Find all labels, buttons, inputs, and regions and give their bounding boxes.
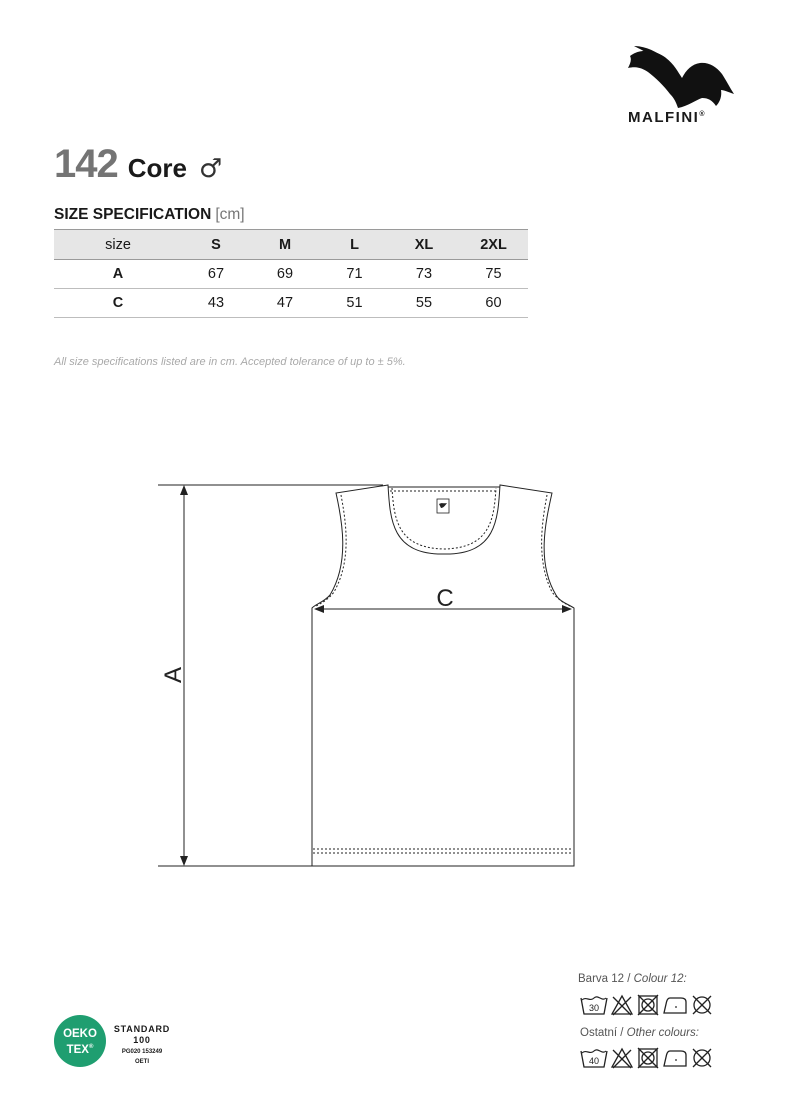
wash-30-icon: [580, 994, 608, 1016]
tolerance-note: All size specifications listed are in cm. Accepted tolerance of up to ± 5%.: [54, 356, 406, 368]
table-cell: 73: [415, 266, 433, 282]
tex-line: [54, 1041, 106, 1057]
dimension-c-label: C: [436, 585, 454, 612]
care-separator: /: [617, 1027, 627, 1039]
table-header-row: [54, 230, 528, 260]
arrow-c-left: [314, 605, 324, 613]
care-icons-colour-12: [580, 994, 714, 1016]
no-tumble-dry-icon: [636, 1047, 660, 1069]
oeko-tex-badge: [54, 1015, 106, 1067]
care-label-cz: Ostatní: [580, 1027, 618, 1039]
table-cell: 71: [346, 266, 363, 282]
care-icons-other-colours: [580, 1047, 714, 1069]
row-label-a: A: [112, 266, 124, 282]
garment-outline: [312, 485, 574, 866]
no-dry-clean-icon: [690, 1047, 714, 1069]
header-cell-xl: XL: [414, 236, 434, 253]
header-cell-s: S: [211, 236, 221, 253]
arrow-a-bottom: [180, 856, 188, 866]
malfini-eagle-logo: [626, 44, 736, 110]
standard-label: STANDARD: [113, 1024, 171, 1034]
header-cell-2xl: 2XL: [480, 236, 507, 253]
spec-unit: [cm]: [215, 206, 245, 223]
wash-temp: 40: [588, 1056, 600, 1066]
care-label-cz: Barva 12: [578, 973, 625, 985]
wash-40-icon: [580, 1047, 608, 1069]
no-bleach-icon: [610, 994, 634, 1016]
brand-name: [628, 109, 705, 126]
table-cell: 55: [415, 295, 433, 311]
product-number: 142: [54, 142, 118, 186]
no-bleach-icon: [610, 1047, 634, 1069]
registered-mark: ®: [699, 111, 705, 118]
table-cell: 67: [207, 266, 225, 282]
table-cell: 47: [276, 295, 294, 311]
certificate-institute: OETI: [134, 1059, 149, 1065]
table-cell: 43: [207, 295, 225, 311]
right-armhole-stitch: [542, 495, 570, 606]
table-row: [54, 260, 528, 289]
oeko-registered-mark: ®: [88, 1044, 94, 1050]
size-specification-heading: [54, 206, 245, 224]
care-label-colour-12: [578, 973, 687, 985]
care-label-en: Colour 12:: [633, 973, 687, 985]
iron-low-icon: [662, 1047, 688, 1069]
dimension-a-label: A: [160, 666, 187, 684]
table-cell: 51: [346, 295, 363, 311]
care-label-other-colours: [580, 1027, 699, 1039]
product-name: Core: [127, 153, 187, 183]
no-dry-clean-icon: [690, 994, 714, 1016]
iron-low-icon: [662, 994, 688, 1016]
product-title: [54, 142, 222, 187]
spec-title: SIZE SPECIFICATION: [54, 206, 212, 223]
table-cell: 60: [485, 295, 502, 311]
arrowheads: [180, 485, 572, 866]
header-cell-m: M: [278, 236, 292, 253]
arrow-a-top: [180, 485, 188, 495]
table-cell: 75: [485, 266, 502, 282]
standard-number: 100: [133, 1035, 151, 1045]
table-row: [54, 289, 528, 318]
header-cell-l: L: [350, 236, 359, 253]
care-label-en: Other colours:: [626, 1027, 699, 1039]
standard-100-block: [112, 1024, 172, 1066]
neck-binding: [392, 488, 496, 549]
brand-name-text: MALFINI: [628, 109, 700, 126]
care-separator: /: [624, 973, 634, 985]
wash-temp: 30: [588, 1003, 600, 1013]
row-label-c: C: [112, 295, 124, 311]
table-cell: 69: [276, 266, 294, 282]
tex-text: TEX: [66, 1043, 89, 1056]
tank-top-diagram: [150, 475, 590, 875]
male-gender-icon: ♂: [199, 154, 223, 184]
certificate-code: PG020 153249: [121, 1049, 163, 1055]
size-table: [54, 229, 528, 318]
header-cell-size: size: [105, 236, 131, 253]
oeko-text: OEKO: [63, 1028, 97, 1040]
left-armhole-stitch: [316, 495, 346, 606]
no-tumble-dry-icon: [636, 994, 660, 1016]
